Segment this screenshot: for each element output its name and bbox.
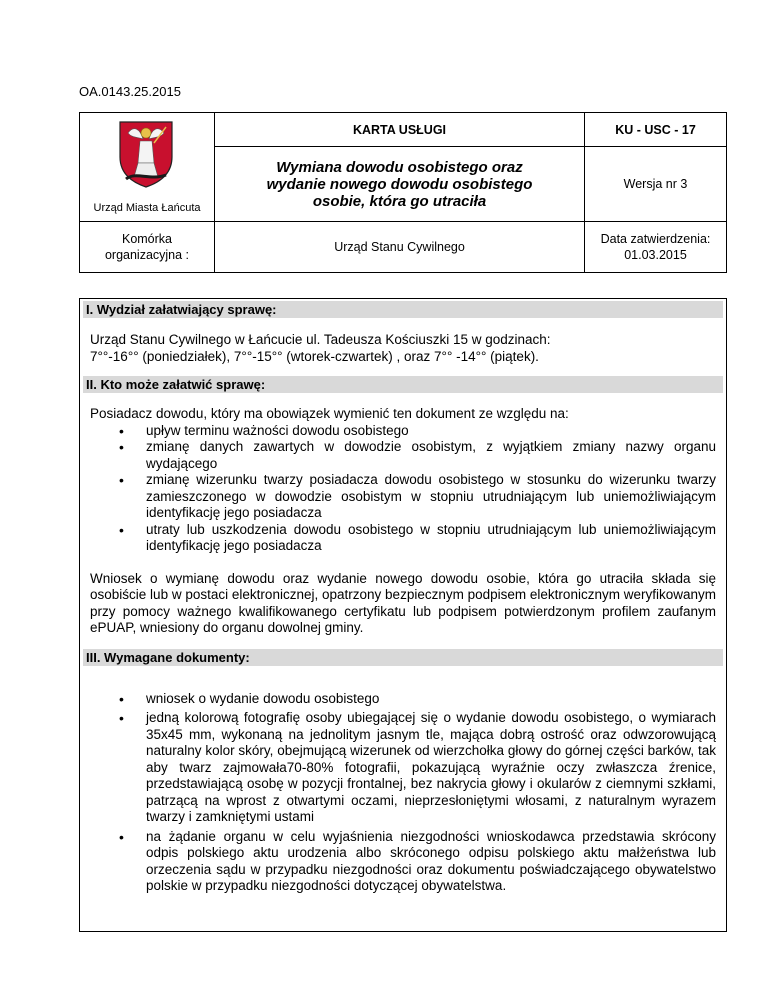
section-heading-2: II. Kto może załatwić sprawę: xyxy=(83,376,723,393)
approval-label: Data zatwierdzenia: xyxy=(600,232,711,246)
office-address: Urząd Stanu Cywilnego w Łańcucie ul. Tadeusza Kościuszki 15 w godzinach: xyxy=(90,332,551,347)
service-title: Wymiana dowodu osobistego oraz wydanie nowego dowodu osobistego osobie, która go utraciła xyxy=(266,158,533,210)
section-2-list xyxy=(80,423,726,555)
content-box xyxy=(79,298,727,932)
list-item: • wniosek o wydanie dowodu osobistego xyxy=(146,691,716,708)
crest-cell xyxy=(80,113,215,222)
coat-of-arms-icon xyxy=(116,119,176,189)
section-2-note: Wniosek o wymianę dowodu oraz wydanie nowego dowodu osobie, która go utraciła składa się osobiście lub w postaci elektronicznej, opatrzony bezpiecznym podpisem elektronicznym weryfikowanym przy pomocy ważnego kwalifikowanego certyfikatu lub podpisem potwierdzonym profilem zaufanym ePUAP, wniesiony do organu dowolnej gminy. xyxy=(90,570,716,635)
office-hours: 7°°-16°° (poniedziałek), 7°°-15°° (wtorek-czwartek) , oraz 7°° -14°° (piątek). xyxy=(90,348,539,364)
approval-cell xyxy=(585,222,727,273)
header-table xyxy=(79,112,727,273)
version: Wersja nr 3 xyxy=(585,147,727,222)
section-2-intro: Posiadacz dowodu, który ma obowiązek wymienić ten dokument ze względu na: xyxy=(90,406,569,421)
list-item: • na żądanie organu w celu wyjaśnienia niezgodności wnioskodawca przedstawia skrócony odpis polskiego aktu urodzenia albo skróconego odpisu polskiego aktu małżeństwa lub orzeczenia sądu w przypadku niezgodności oraz dokumentu poświadczającego obywatelstwo polskie w przypadku niezgodności dotyczącej obywatelstwa. xyxy=(146,829,716,895)
card-title: KARTA USŁUGI xyxy=(215,113,585,147)
section-heading-1: I. Wydział załatwiający sprawę: xyxy=(83,301,723,318)
unit-label: Komórka organizacyjna : xyxy=(104,232,190,262)
section-3-list xyxy=(80,691,726,895)
list-item: • upływ terminu ważności dowodu osobistego xyxy=(146,423,716,440)
unit-name: Urząd Stanu Cywilnego xyxy=(215,222,585,273)
card-code: KU - USC - 17 xyxy=(585,113,727,147)
section-heading-3: III. Wymagane dokumenty: xyxy=(83,649,723,666)
service-title-cell xyxy=(215,147,585,222)
list-item: • zmianę danych zawartych w dowodzie osobistym, z wyjątkiem zmiany nazwy organu wydającego xyxy=(146,439,716,472)
unit-label-cell xyxy=(80,222,215,273)
approval-date: 01.03.2015 xyxy=(624,248,687,262)
list-item: • zmianę wizerunku twarzy posiadacza dowodu osobistego w stosunku do wizerunku twarzy zamieszczonego w dowodzie osobistym w stopniu utrudniającym lub uniemożliwiającym identyfikację jego posiadacza xyxy=(146,472,716,522)
list-item: • utraty lub uszkodzenia dowodu osobistego w stopniu utrudniającym lub uniemożliwiającym identyfikację jego posiadacza xyxy=(146,522,716,555)
office-name: Urząd Miasta Łańcuta xyxy=(93,201,201,214)
list-item: • jedną kolorową fotografię osoby ubiegającej się o wydanie dowodu osobistego, o wymiarach 35x45 mm, wykonaną na jednolitym jasnym tle, mająca dobrą ostrość oraz odwzorowującą naturalny kolor skóry, obejmującą wizerunek od wierzchołka głowy do górnej części barków, tak aby twarz zajmowała70-80% fotografii, pokazującą wyraźnie oczy zwłaszcza źrenice, przedstawiającą osobę w pozycji frontalnej, bez nakrycia głowy i okularów z ciemnymi szkłami, patrzącą na wprost z otwartymi oczami, nieprzesłoniętymi włosami, z naturalnym wyrazem twarzy i zamkniętymi ustami xyxy=(146,710,716,826)
document-number: OA.0143.25.2015 xyxy=(79,84,181,99)
